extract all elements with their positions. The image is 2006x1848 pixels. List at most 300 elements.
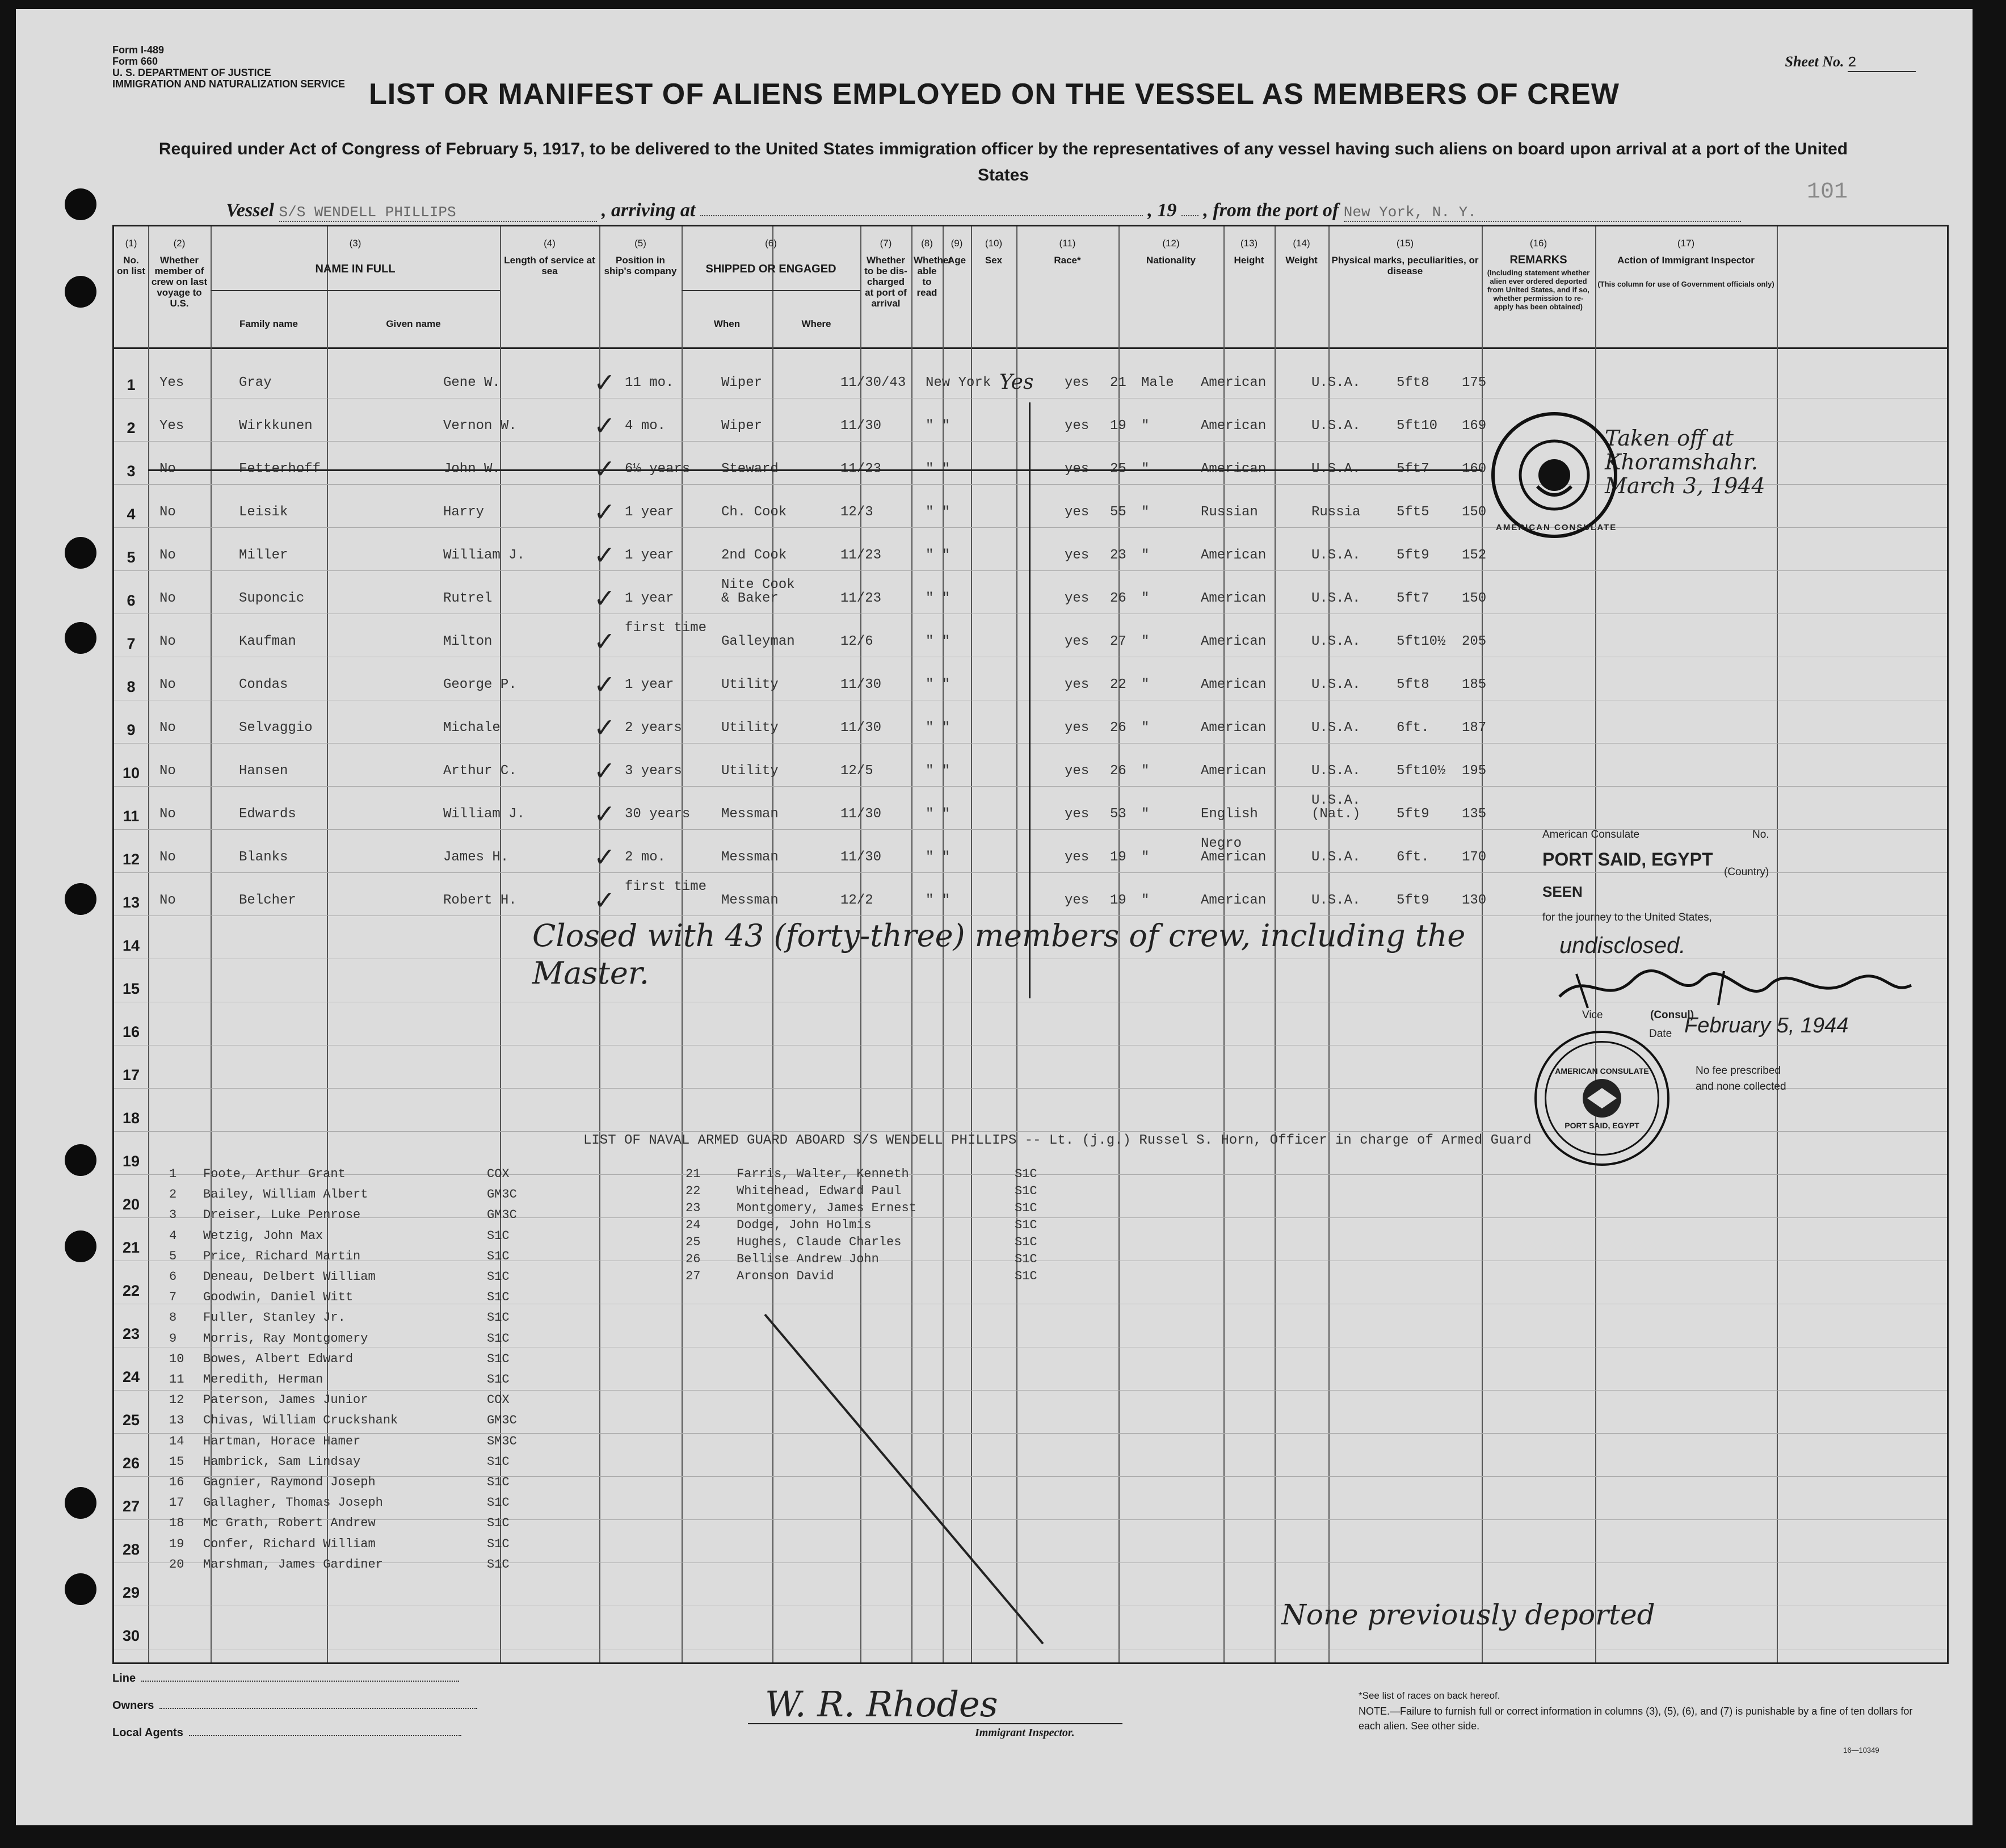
crew-position: Messman [721, 893, 779, 908]
column-number: (6) [765, 238, 777, 249]
checkmark-icon: ✓ [594, 713, 616, 742]
crew-age: 23 [1110, 548, 1126, 563]
crew-height: 6ft. [1397, 850, 1429, 865]
consular-journey-label: for the journey to the United States, [1542, 912, 1712, 923]
guard-number: 27 [686, 1269, 701, 1283]
guard-rate: S1C [1015, 1184, 1037, 1198]
discharge-bracket [1029, 402, 1031, 998]
crew-given: Robert H. [443, 893, 517, 908]
crew-race: American [1201, 763, 1267, 779]
crew-where: New York [926, 375, 991, 390]
arriving-label: , arriving at [602, 200, 696, 221]
race-note: *See list of races on back hereof. [1359, 1690, 1500, 1701]
punch-hole [65, 1573, 96, 1605]
crew-prev: Yes [159, 375, 184, 390]
crew-nationality: U.S.A. [1311, 763, 1361, 779]
guard-rate: S1C [487, 1536, 510, 1551]
header-rule [114, 347, 1947, 349]
guard-name: Farris, Walter, Kenneth [737, 1167, 909, 1181]
guard-number: 22 [686, 1184, 701, 1198]
crew-when: 11/30 [840, 418, 882, 434]
row-number: 29 [122, 1584, 140, 1601]
row-number: 23 [122, 1325, 140, 1342]
row-number: 18 [122, 1110, 140, 1127]
row-number: 3 [127, 463, 136, 480]
punch-hole [65, 1230, 96, 1262]
top-stamp-number: 101 [1806, 179, 1848, 205]
crew-when: 11/30 [840, 677, 882, 692]
guard-name: Montgomery, James Ernest [737, 1201, 916, 1215]
crew-age: 26 [1110, 591, 1126, 606]
column-number: (9) [951, 238, 963, 249]
crew-when: 11/30 [840, 850, 882, 865]
guard-name: Bailey, William Albert [203, 1187, 368, 1202]
crew-race: American [1201, 375, 1267, 390]
guard-number: 26 [686, 1252, 701, 1266]
crew-height: 6ft. [1397, 720, 1429, 736]
manifest-sheet [16, 9, 1973, 1825]
guard-name: Dreiser, Luke Penrose [203, 1208, 361, 1223]
crew-sex: " [1141, 850, 1150, 865]
crew-where: " " [926, 807, 951, 822]
guard-number: 1 [169, 1167, 177, 1181]
crew-nationality: U.S.A. [1311, 850, 1361, 865]
vessel-label: Vessel [226, 200, 274, 221]
crew-discharge: Yes [999, 371, 1034, 394]
guard-rate: S1C [487, 1496, 510, 1510]
crew-height: 5ft7 [1397, 591, 1429, 606]
footer-owners-field [159, 1708, 477, 1709]
crew-given: George P. [443, 677, 517, 692]
guard-name: Dodge, John Holmis [737, 1218, 872, 1232]
consular-fee-line: and none collected [1696, 1081, 1786, 1093]
eagle-seal-icon [1579, 1076, 1625, 1121]
column-header: Position in ship's company [604, 255, 677, 276]
column-header: SHIPPED OR ENGAGED [705, 263, 836, 275]
crew-race: Negro American [1201, 836, 1267, 865]
crew-position: Utility [721, 763, 779, 779]
crew-given: Vernon W. [443, 418, 517, 434]
crew-prev: No [159, 548, 176, 563]
crew-position: Messman [721, 850, 779, 865]
crew-sex: " [1141, 634, 1150, 649]
crew-read: yes [1065, 418, 1090, 434]
year-value [1181, 215, 1198, 216]
crew-age: 25 [1110, 461, 1126, 477]
crew-position: Steward [721, 461, 779, 477]
crew-height: 5ft7 [1397, 461, 1429, 477]
row-rule [114, 829, 1947, 830]
row-number: 15 [122, 980, 140, 997]
footer-agents [112, 1727, 461, 1740]
row-number: 19 [122, 1153, 140, 1170]
column-header: Whether member of crew on last voyage to U.S. [151, 255, 208, 309]
guard-name: Meredith, Herman [203, 1372, 323, 1387]
crew-family: Miller [239, 548, 288, 563]
crew-given: William J. [443, 807, 525, 822]
guard-name: Paterson, James Junior [203, 1393, 368, 1408]
guard-name: Price, Richard Martin [203, 1249, 361, 1263]
footer-owners [112, 1699, 477, 1712]
seal-icon [1498, 418, 1611, 532]
crew-position: Ch. Cook [721, 505, 787, 520]
guard-number: 12 [169, 1393, 184, 1408]
crew-when: 12/3 [840, 505, 873, 520]
consulate-stamp [1491, 412, 1617, 538]
row-number: 11 [123, 808, 140, 825]
crew-position: Galleyman [721, 634, 795, 649]
crew-read: yes [1065, 591, 1090, 606]
crew-family: Wirkkunen [239, 418, 313, 434]
form-header-line: U. S. DEPARTMENT OF JUSTICE [112, 67, 271, 78]
crew-age: 21 [1110, 375, 1126, 390]
crew-service: 3 years [625, 763, 682, 779]
crew-service: first time [625, 879, 707, 894]
crew-where: " " [926, 677, 951, 692]
crew-family: Selvaggio [239, 720, 313, 736]
crew-sex: " [1141, 763, 1150, 779]
column-number: (12) [1162, 238, 1180, 249]
row-number: 6 [127, 592, 136, 609]
column-divider [148, 226, 149, 1662]
consular-no-label: No. [1752, 829, 1769, 841]
crew-position: Utility [721, 677, 779, 692]
crew-nationality: U.S.A. [1311, 461, 1361, 477]
column-header: Weight [1285, 255, 1318, 266]
row-rule [114, 872, 1947, 873]
guard-number: 24 [686, 1218, 701, 1232]
crew-family: Belcher [239, 893, 296, 908]
penalty-note: NOTE.—Failure to furnish full or correct information in columns (3), (5), (6), and (7) is punishable by a fine of ten dollars for each alien. See other side. [1359, 1706, 1913, 1732]
form-header-line: Form 660 [112, 56, 158, 67]
guard-number: 25 [686, 1235, 701, 1249]
crew-given: John W. [443, 461, 501, 477]
consular-journey-value: undisclosed. [1559, 933, 1686, 958]
crew-weight: 130 [1462, 893, 1487, 908]
checkmark-icon: ✓ [594, 541, 616, 570]
consular-date-value: February 5, 1944 [1684, 1014, 1849, 1038]
column-number: (1) [125, 238, 137, 249]
year-label: , 19 [1147, 200, 1177, 221]
crew-weight: 150 [1462, 591, 1487, 606]
guard-rate: S1C [487, 1270, 510, 1284]
crew-sex: " [1141, 720, 1150, 736]
guard-rate: GM3C [487, 1413, 517, 1428]
port-said-stamp [1534, 1031, 1669, 1166]
crew-given: Rutrel [443, 591, 493, 606]
crew-sex: " [1141, 807, 1150, 822]
column-header: Age [947, 255, 966, 266]
row-number: 28 [122, 1541, 140, 1558]
crew-nationality: U.S.A. [1311, 893, 1361, 908]
column-number: (13) [1240, 238, 1258, 249]
crew-when: 12/5 [840, 763, 873, 779]
crew-given: James H. [443, 850, 509, 865]
column-header: Height [1234, 255, 1264, 266]
guard-number: 21 [686, 1167, 701, 1181]
guard-rate: S1C [487, 1290, 510, 1305]
crew-service: 1 year [625, 677, 674, 692]
crew-race: American [1201, 418, 1267, 434]
row-number: 25 [122, 1412, 140, 1429]
row-rule [114, 1131, 1947, 1132]
consul-signature [1554, 963, 1917, 1014]
punch-hole [65, 622, 96, 654]
guard-rate: S1C [1015, 1235, 1037, 1249]
sheet-number-label: Sheet No. [1785, 53, 1844, 70]
row-rule [114, 527, 1947, 528]
crew-sex: " [1141, 461, 1150, 477]
checkmark-icon: ✓ [594, 757, 616, 786]
column-number: (11) [1059, 238, 1076, 249]
column-subheader: Where [801, 318, 831, 329]
crew-position: Nite Cook & Baker [721, 577, 795, 606]
port-said-stamp-bottom: PORT SAID, EGYPT [1565, 1121, 1639, 1130]
crew-weight: 195 [1462, 763, 1487, 779]
crew-read: yes [1065, 807, 1090, 822]
row-number: 26 [122, 1455, 140, 1472]
crew-height: 5ft8 [1397, 375, 1429, 390]
crew-read: yes [1065, 548, 1090, 563]
guard-name: Foote, Arthur Grant [203, 1167, 346, 1181]
consular-line: American Consulate [1542, 829, 1640, 841]
crew-age: 26 [1110, 763, 1126, 779]
guard-name: Wetzig, John Max [203, 1228, 323, 1243]
crew-age: 19 [1110, 418, 1126, 434]
guard-number: 16 [169, 1475, 184, 1489]
row-number: 7 [127, 635, 136, 652]
crew-race: Russian [1201, 505, 1258, 520]
checkmark-icon: ✓ [594, 498, 616, 527]
crew-weight: 152 [1462, 548, 1487, 563]
crew-age: 53 [1110, 807, 1126, 822]
row-number: 14 [122, 937, 140, 954]
crew-service: 1 year [625, 591, 674, 606]
column-number: (7) [880, 238, 892, 249]
column-subheader: Given name [386, 318, 441, 329]
crew-position: Wiper [721, 418, 763, 434]
crew-sex: " [1141, 591, 1150, 606]
column-header: Length of service at sea [504, 255, 595, 276]
row-number: 22 [122, 1282, 140, 1299]
diagonal-pen-line [754, 1303, 1071, 1655]
guard-name: Morris, Ray Montgomery [203, 1331, 368, 1346]
guard-number: 3 [169, 1208, 177, 1223]
guard-number: 23 [686, 1201, 701, 1215]
crew-family: Leisik [239, 505, 288, 520]
arriving-value [700, 215, 1143, 216]
crew-height: 5ft9 [1397, 893, 1429, 908]
crew-weight: 187 [1462, 720, 1487, 736]
header-subrule [682, 290, 860, 291]
crew-family: Fetterhoff [239, 461, 321, 477]
column-number: (5) [634, 238, 646, 249]
guard-number: 7 [169, 1290, 177, 1305]
crew-given: Michale [443, 720, 501, 736]
form-header-line: Form I-489 [112, 44, 165, 56]
crew-nationality: U.S.A. [1311, 634, 1361, 649]
guard-number: 11 [169, 1372, 184, 1387]
column-number: (2) [173, 238, 186, 249]
footer-owners-label: Owners [112, 1699, 154, 1712]
crew-read: yes [1065, 850, 1090, 865]
punch-hole [65, 188, 96, 220]
column-number: (14) [1293, 238, 1310, 249]
row-number: 24 [122, 1368, 140, 1385]
guard-rate: S1C [1015, 1167, 1037, 1181]
footer-agents-label: Local Agents [112, 1727, 183, 1739]
crew-when: 12/6 [840, 634, 873, 649]
column-subheader: When [713, 318, 741, 329]
crew-where: " " [926, 893, 951, 908]
crew-height: 5ft10½ [1397, 634, 1446, 649]
guard-name: Gagnier, Raymond Joseph [203, 1475, 376, 1489]
row-number: 1 [127, 376, 136, 393]
port-said-stamp-inner [1545, 1041, 1659, 1156]
column-header: Whether to be dis-charged at port of arrival [864, 255, 907, 309]
row-number: 2 [127, 419, 136, 436]
row-number: 12 [122, 851, 140, 868]
crew-read: yes [1065, 763, 1090, 779]
guard-number: 6 [169, 1270, 177, 1284]
crew-where: " " [926, 634, 951, 649]
header-subrule [211, 290, 500, 291]
crew-sex: " [1141, 548, 1150, 563]
sheet-number [1785, 53, 1916, 72]
row-number: 9 [127, 721, 136, 738]
crew-given: William J. [443, 548, 525, 563]
crew-race: American [1201, 461, 1267, 477]
crew-read: yes [1065, 375, 1090, 390]
crew-where: " " [926, 763, 951, 779]
crew-age: 55 [1110, 505, 1126, 520]
vessel-name: S/S WENDELL PHILLIPS [279, 204, 597, 222]
crew-race: American [1201, 591, 1267, 606]
crew-given: Harry [443, 505, 485, 520]
crew-nationality: U.S.A. [1311, 591, 1361, 606]
crew-height: 5ft5 [1397, 505, 1429, 520]
row-number: 5 [127, 549, 136, 566]
column-header: NAME IN FULL [315, 263, 396, 275]
guard-rate: GM3C [487, 1208, 517, 1223]
column-number: (10) [985, 238, 1003, 249]
inspector-label: Immigrant Inspector. [975, 1727, 1075, 1739]
crew-service: first time [625, 620, 707, 636]
guard-rate: S1C [487, 1228, 510, 1243]
punch-hole [65, 1144, 96, 1176]
guard-name: Hambrick, Sam Lindsay [203, 1454, 361, 1469]
crew-when: 11/30/43 [840, 375, 906, 390]
crew-weight: 205 [1462, 634, 1487, 649]
consular-country-label: (Country) [1724, 866, 1769, 878]
crew-when: 12/2 [840, 893, 873, 908]
guard-name: Deneau, Delbert William [203, 1270, 376, 1284]
crew-age: 22 [1110, 677, 1126, 692]
guard-rate: S1C [487, 1557, 510, 1572]
guard-number: 20 [169, 1557, 184, 1572]
guard-rate: S1C [1015, 1201, 1037, 1215]
crew-race: American [1201, 893, 1267, 908]
crew-race: American [1201, 634, 1267, 649]
from-port-value: New York, N. Y. [1344, 204, 1741, 222]
crew-nationality: U.S.A. [1311, 418, 1361, 434]
consular-seen: SEEN [1542, 883, 1583, 900]
row-number: 4 [127, 506, 136, 523]
checkmark-icon: ✓ [594, 627, 616, 656]
checkmark-icon: ✓ [594, 368, 616, 397]
crew-where: " " [926, 850, 951, 865]
crew-height: 5ft10 [1397, 418, 1438, 434]
column-header: Whether able to read [914, 255, 952, 298]
crew-service: 1 year [625, 548, 674, 563]
crew-given: Gene W. [443, 375, 501, 390]
crew-nationality: U.S.A. (Nat.) [1311, 793, 1361, 822]
crew-where: " " [926, 461, 951, 477]
crew-family: Edwards [239, 807, 296, 822]
crew-prev: No [159, 807, 176, 822]
crew-service: 4 mo. [625, 418, 666, 434]
crew-prev: No [159, 634, 176, 649]
crew-family: Kaufman [239, 634, 296, 649]
guard-rate: S1C [487, 1249, 510, 1263]
crew-family: Suponcic [239, 591, 305, 606]
row-number: 20 [122, 1196, 140, 1213]
crew-when: 11/23 [840, 548, 882, 563]
guard-number: 15 [169, 1454, 184, 1469]
guard-name: Marshman, James Gardiner [203, 1557, 383, 1572]
guard-rate: S1C [1015, 1218, 1037, 1232]
crew-prev: No [159, 461, 176, 477]
guard-name: Fuller, Stanley Jr. [203, 1311, 346, 1325]
guard-number: 8 [169, 1311, 177, 1325]
crew-race: English [1201, 807, 1258, 822]
checkmark-icon: ✓ [594, 800, 616, 829]
inspector-sig-rule [748, 1723, 1122, 1724]
row-number: 16 [122, 1023, 140, 1040]
column-number: (4) [544, 238, 556, 249]
crew-race: American [1201, 720, 1267, 736]
guard-rate: S1C [487, 1331, 510, 1346]
crew-weight: 175 [1462, 375, 1487, 390]
crew-read: yes [1065, 893, 1090, 908]
none-deported-note: None previously deported [1281, 1598, 1655, 1631]
guard-rate: S1C [1015, 1269, 1037, 1283]
column-number: (17) [1677, 238, 1695, 249]
crew-nationality: U.S.A. [1311, 677, 1361, 692]
checkmark-icon: ✓ [594, 455, 616, 484]
guard-name: Hughes, Claude Charles [737, 1235, 902, 1249]
column-number: (16) [1529, 238, 1547, 249]
row-number: 13 [122, 894, 140, 911]
row-strikethrough [148, 469, 1482, 471]
crew-read: yes [1065, 720, 1090, 736]
crew-service: 1 year [625, 505, 674, 520]
column-header-note: (This column for use of Government officials only) [1597, 280, 1774, 288]
crew-height: 5ft9 [1397, 548, 1429, 563]
crew-race: American [1201, 677, 1267, 692]
guard-number: 17 [169, 1496, 184, 1510]
column-header: Nationality [1146, 255, 1196, 266]
crew-weight: 160 [1462, 461, 1487, 477]
guard-rate: GM3C [487, 1187, 517, 1202]
guard-rate: S1C [487, 1475, 510, 1489]
guard-name: Hartman, Horace Hamer [203, 1434, 361, 1448]
crew-nationality: Russia [1311, 505, 1361, 520]
column-number: (8) [921, 238, 933, 249]
checkmark-icon: ✓ [594, 886, 616, 915]
guard-number: 9 [169, 1331, 177, 1346]
column-number: (15) [1396, 238, 1414, 249]
